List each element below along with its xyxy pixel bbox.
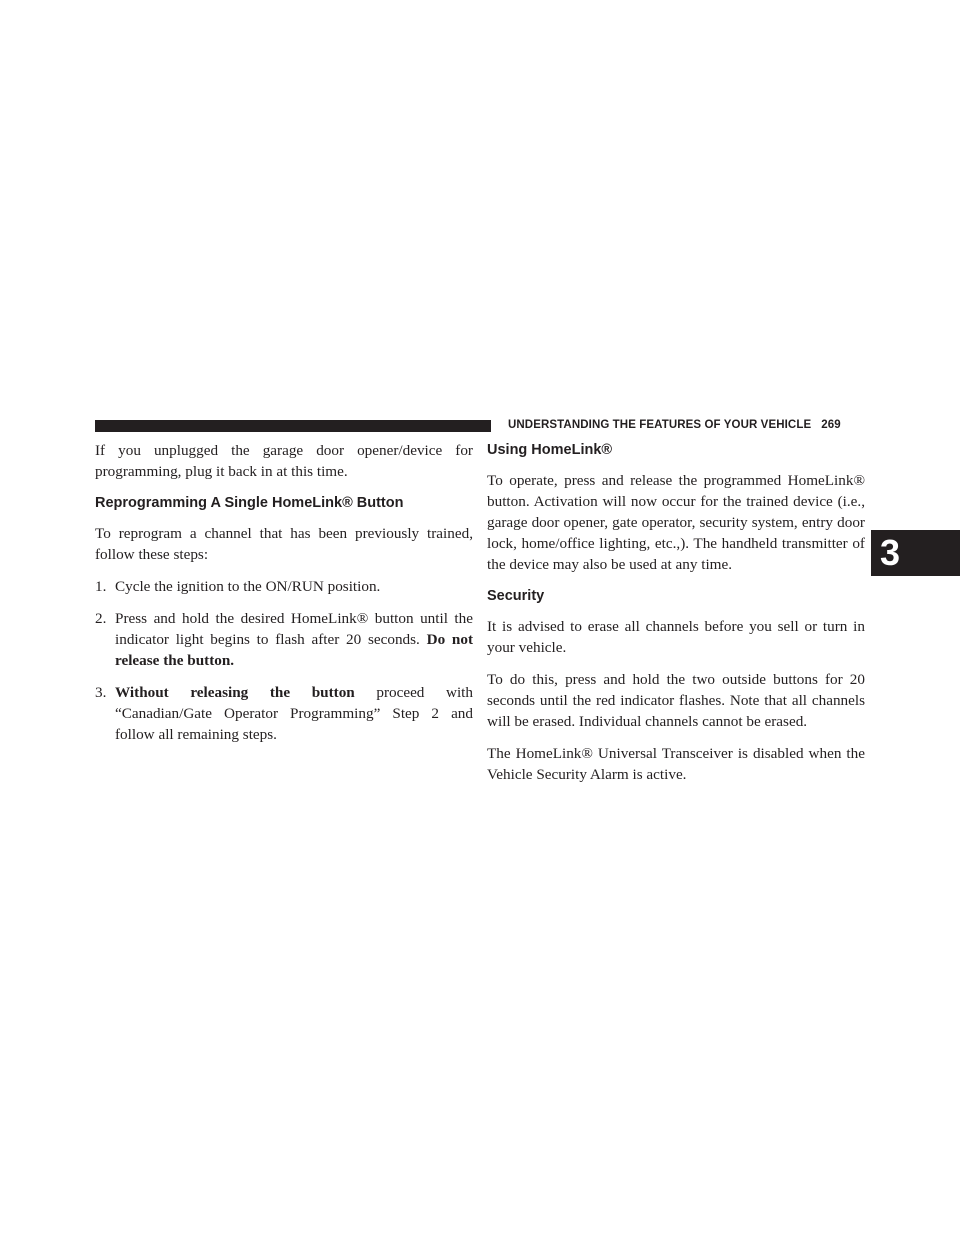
step-number: 2. xyxy=(95,610,107,627)
step-number: 1. xyxy=(95,578,107,595)
step-bold-lead: Without releasing the button xyxy=(115,684,355,701)
step-item xyxy=(95,682,473,745)
chapter-number: 3 xyxy=(880,532,901,573)
section-title: UNDERSTANDING THE FEATURES OF YOUR VEHICLE xyxy=(508,419,812,431)
intro-paragraph: If you unplugged the garage door opener/device for programming, plug it back in at this time. xyxy=(95,442,473,480)
security-paragraph-1: It is advised to erase all channels before you sell or turn in your vehicle. xyxy=(487,618,865,656)
step-text: Cycle the ignition to the ON/RUN position. xyxy=(115,578,381,595)
step-body: Press and hold the desired HomeLink® button until the indicator light begins to flash after 20 seconds. xyxy=(115,610,473,648)
reprogramming-lead: To reprogram a channel that has been previously trained, follow these steps: xyxy=(95,525,473,563)
chapter-tab xyxy=(871,530,960,576)
header-rule xyxy=(95,420,491,432)
step-text xyxy=(115,682,473,745)
step-number: 3. xyxy=(95,684,107,701)
step-text xyxy=(115,608,473,671)
page-number: 269 xyxy=(821,419,841,431)
running-header xyxy=(508,419,841,431)
security-paragraph-2: To do this, press and hold the two outside buttons for 20 seconds until the red indicator flashes. Note that all channels will be erased. Individual channels cannot be erased. xyxy=(487,671,865,730)
using-homelink-heading: Using HomeLink® xyxy=(487,442,613,458)
reprogramming-heading: Reprogramming A Single HomeLink® Button xyxy=(95,495,404,511)
security-heading: Security xyxy=(487,588,545,604)
step-warning: Do not release the button. xyxy=(115,631,474,669)
step-item xyxy=(95,576,473,597)
step-item xyxy=(95,608,473,671)
security-paragraph-3: The HomeLink® Universal Transceiver is disabled when the Vehicle Security Alarm is active. xyxy=(487,745,865,783)
left-column xyxy=(95,434,473,756)
right-column xyxy=(487,434,865,796)
step-body: proceed with “Canadian/Gate Operator Programming” Step 2 and follow all remaining steps. xyxy=(115,684,473,743)
using-homelink-paragraph: To operate, press and release the programmed HomeLink® button. Activation will now occur for the trained device (i.e., garage door opener, gate operator, security system, entry door lock, home/office lighting, etc.,). The handheld transmitter of the device may also be used at any time. xyxy=(487,472,865,573)
